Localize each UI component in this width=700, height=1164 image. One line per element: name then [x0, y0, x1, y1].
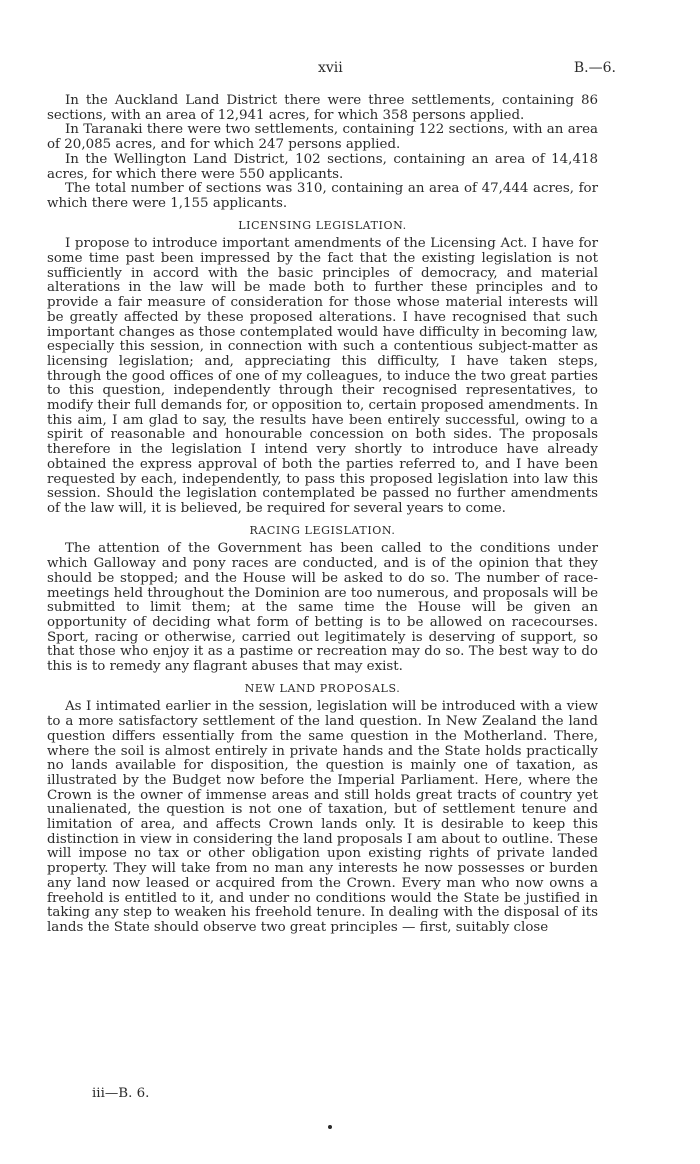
paper-number: B.—6. — [573, 60, 616, 76]
section-heading-racing: RACING LEGISLATION. — [249, 523, 396, 537]
paragraph-racing: The attention of the Government has been called to the conditions under which Galloway and pony races are conducted, and is of the opinion that they should be stopped; and the House will be asked to do so. The number of race-meetings held throughout the Dominion are too numerous, and proposals will be submitted to limit them; at the same time the House will be given an opportunity of deciding what form of betting is to be allowed on racecourses. Sport, racing or otherwise, carried out legitimately is deserving of support, so that those who enjoy it as a pastime or recreation may do so. The best way to do this is to remedy any flagrant abuses that may exist. — [47, 541, 598, 675]
signature-mark: iii—B. 6. — [92, 1086, 150, 1101]
running-head — [0, 60, 700, 80]
paragraph-land: As I intimated earlier in the session, legislation will be introduced with a view to a more satisfactory settlement of the land question. In New Zealand the land question differs essentially from the same question in the Motherland. There, where the soil is almost entirely in private hands and the State holds practically no lands available for disposition, the question is mainly one of taxation, as illustrated by the Budget now before the Imperial Parliament. Here, where the Crown is the owner of immense areas and still holds great tracts of country yet unalienated, the question is not one of taxation, but of settlement tenure and limitation of area, and affects Crown lands only. It is desirable to keep this distinction in view in considering the land proposals I am about to outline. These will impose no tax or other obligation upon existing rights of private landed property. They will take from no man any interests he now possesses or burden any land now leased or acquired from the Crown. Every man who now owns a freehold is entitled to it, and under no conditions would the State be justified in taking any step to weaken his freehold tenure. In dealing with the disposal of its lands the State should observe two great principles — first, suitably close — [47, 699, 598, 935]
section-heading-land: NEW LAND PROPOSALS. — [244, 681, 401, 695]
page-number: xvii — [318, 60, 343, 76]
paragraph-total: The total number of sections was 310, containing an area of 47,444 acres, for which there were 1,155 applicants. — [47, 181, 598, 211]
section-heading-licensing: LICENSING LEGISLATION. — [238, 218, 407, 232]
paragraph-taranaki: In Taranaki there were two settlements, containing 122 sections, with an area of 20,085 acres, and for which 247 persons applied. — [47, 122, 598, 153]
paragraph-wellington: In the Wellington Land District, 102 sections, containing an area of 14,418 acres, for which there were 550 applicants. — [47, 151, 598, 182]
paragraph-licensing: I propose to introduce important amendments of the Licensing Act. I have for some time past been impressed by the fact that the existing legislation is not sufficiently in accord with the basic principles of democracy, and material alterations in the law will be made both to further these principles and to provide a fair measure of consideration for those whose material interests will be greatly affected by these proposed alterations. I have recognised that such important changes as those contemplated would have difficulty in becoming law, especially this session, in connection with such a contentious subject-matter as licensing legislation; and, appreciating this difficulty, I have taken steps, through the good offices of one of my colleagues, to induce the two great parties to this question, independently through their recognised representatives, to modify their full demands for, or opposition to, certain proposed amendments. In this aim, I am glad to say, the results have been entirely successful, owing to a spirit of reasonable and honourable concession on both sides. The proposals therefore in the legislation I intend very shortly to introduce have already obtained the express approval of both the parties referred to, and I have been requested by each, independently, to pass this proposed legislation into law this session. Should the legislation contemplated be passed no further amendments of the law will, it is believed, be required for several years to come. — [47, 236, 598, 516]
ink-dot — [328, 1125, 332, 1129]
paragraph-auckland: In the Auckland Land District there were three settlements, containing 86 sections, with an area of 12,941 acres, for which 358 persons applied. — [47, 93, 598, 123]
body-text — [47, 94, 598, 936]
